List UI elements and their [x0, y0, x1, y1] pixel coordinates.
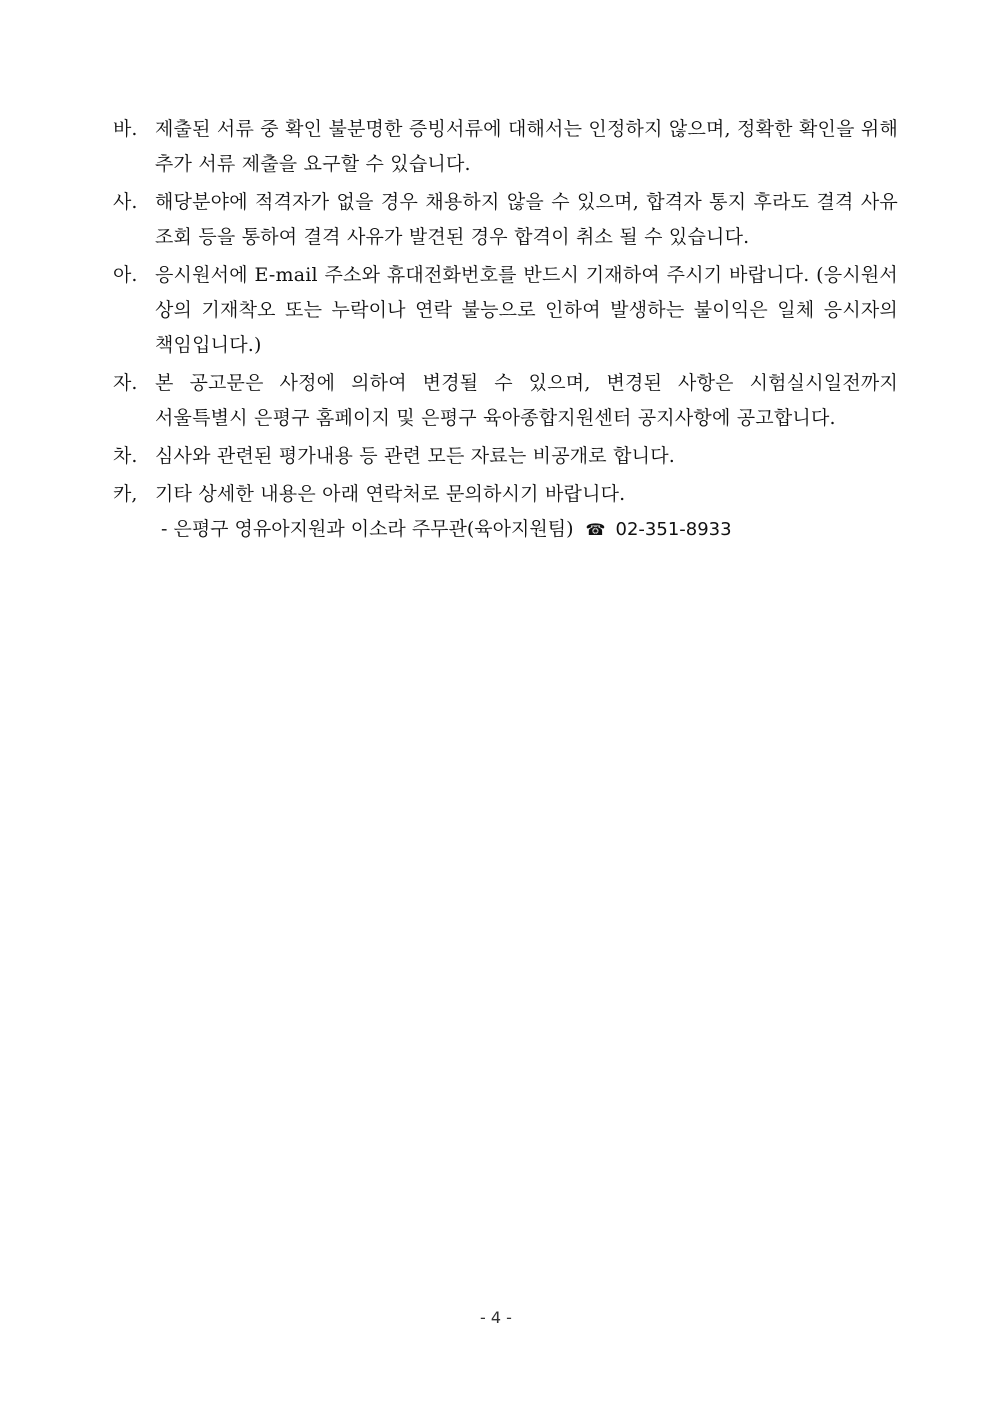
item-marker: 자.	[113, 372, 138, 394]
item-text: 해당분야에 적격자가 없을 경우 채용하지 않을 수 있으며, 합격자 통지 후라도 결격 사유 조회 등을 통하여 결격 사유가 발견된 경우 합격이 취소 될 수 있습니다.	[155, 191, 898, 248]
item-text: 응시원서에 E-mail 주소와 휴대전화번호를 반드시 기재하여 주시기 바랍니다. (응시원서 상의 기재착오 또는 누락이나 연락 불능으로 인하여 발생하는 불이익은 일체 응시자의 책임입니다.)	[155, 264, 898, 356]
item-text: 본 공고문은 사정에 의하여 변경될 수 있으며, 변경된 사항은 시험실시일전까지 서울특별시 은평구 홈페이지 및 은평구 육아종합지원센터 공지사항에 공고합니다.	[155, 372, 898, 429]
item-marker: 사.	[113, 191, 138, 213]
item-marker: 바.	[113, 118, 138, 140]
list-item	[113, 366, 898, 436]
item-marker: 카,	[113, 483, 138, 505]
notice-list	[113, 112, 898, 547]
list-item	[113, 185, 898, 255]
list-item	[113, 439, 898, 474]
list-item	[113, 477, 898, 512]
phone-icon: ☎	[585, 520, 606, 539]
page-number: - 4 -	[480, 1308, 512, 1327]
item-text: 제출된 서류 중 확인 불분명한 증빙서류에 대해서는 인정하지 않으며, 정확한 확인을 위해 추가 서류 제출을 요구할 수 있습니다.	[155, 118, 898, 175]
item-marker: 차.	[113, 445, 138, 467]
contact-text: - 은평구 영유아지원과 이소라 주무관(육아지원팀)	[161, 518, 574, 540]
list-item	[113, 112, 898, 182]
contact-line	[113, 512, 898, 547]
item-text: 기타 상세한 내용은 아래 연락처로 문의하시기 바랍니다.	[155, 483, 626, 505]
item-marker: 아.	[113, 264, 138, 286]
list-item	[113, 258, 898, 363]
phone-number: 02-351-8933	[615, 519, 732, 540]
item-text: 심사와 관련된 평가내용 등 관련 모든 자료는 비공개로 합니다.	[155, 445, 676, 467]
